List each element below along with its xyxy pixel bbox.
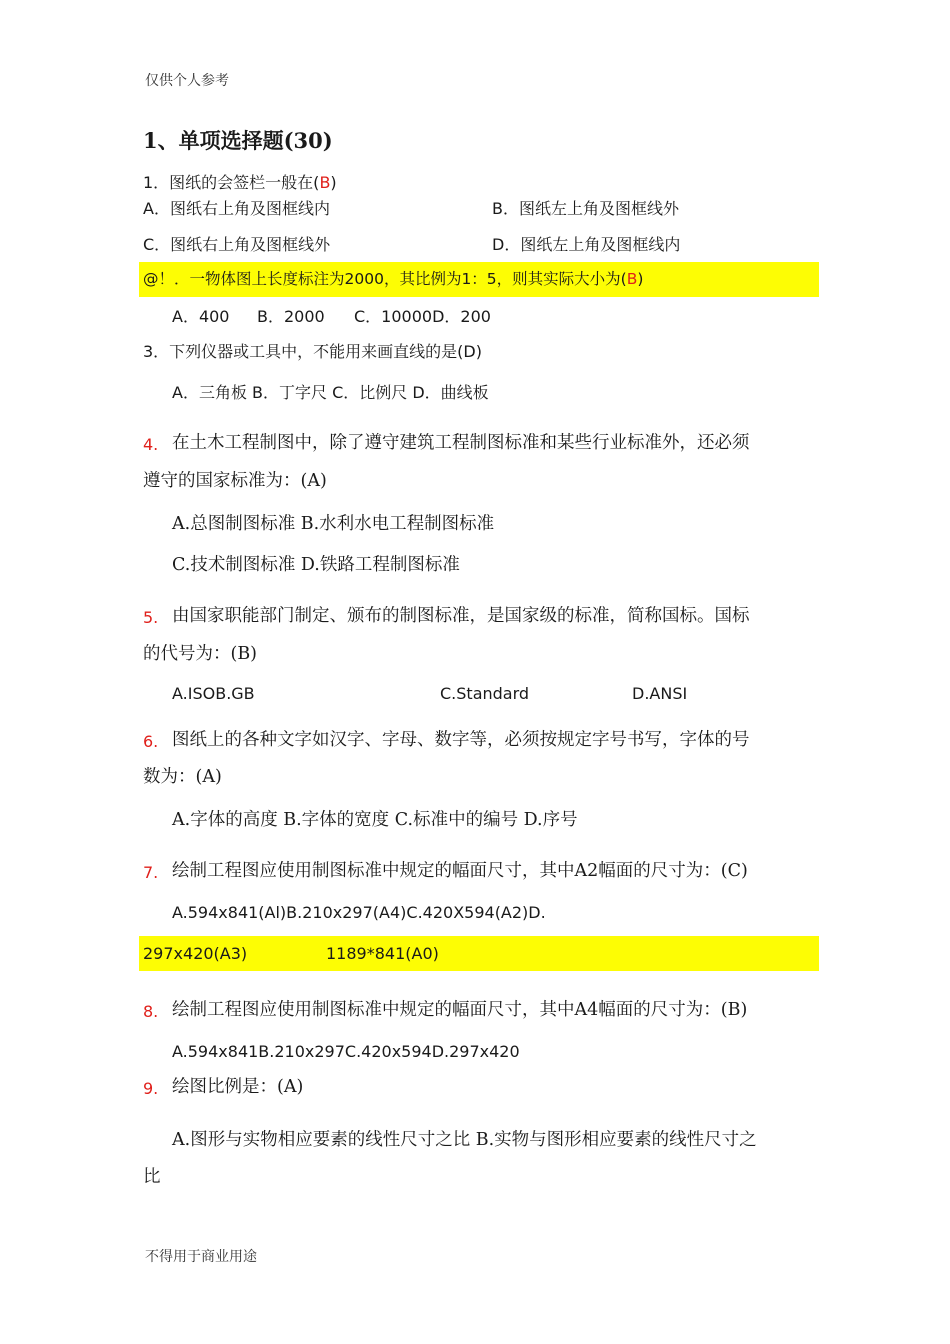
question-7-number: 7. (143, 863, 159, 882)
question-8-line-1: 绘制工程图应使用制图标准中规定的幅面尺寸，其中A4幅面的尺寸为：(B) (172, 1000, 748, 1020)
question-2-answer: B (626, 270, 638, 288)
page-header: 仅供个人参考 (145, 73, 229, 89)
question-7-options-abc: A.594x841(Al)B.210x297(A4)C.420X594(A2)D. (172, 903, 546, 922)
question-6-line-2: 数为：(A) (143, 767, 222, 787)
question-5-line-1: 由国家职能部门制定、颁布的制图标准，是国家级的标准，简称国标。国标 (172, 606, 750, 626)
question-2-stem: @！．一物体图上长度标注为2000，其比例为1：5，则其实际大小为(B) (143, 270, 644, 288)
question-5-number: 5. (143, 608, 159, 627)
question-5-option-c: C.Standard (440, 684, 530, 703)
question-9-line-1: 绘图比例是：(A) (172, 1077, 304, 1097)
question-1-option-d: D．图纸左上角及图框线内 (492, 235, 681, 254)
question-4-number: 4. (143, 435, 159, 454)
question-9-options-tail: 比 (143, 1167, 161, 1187)
question-4-options-ab: A.总图制图标准 B.水利水电工程制图标准 (172, 514, 495, 534)
question-2-option-b: B．2000 (257, 307, 325, 326)
question-3-stem: 3．下列仪器或工具中，不能用来画直线的是(D) (143, 342, 482, 361)
question-1-stem: 1．图纸的会签栏一般在(B) (143, 173, 337, 192)
question-6-number: 6. (143, 732, 159, 751)
question-8-number: 8. (143, 1002, 159, 1021)
question-1-answer: B (319, 173, 331, 192)
question-7-option-d: 297x420(A3) (143, 944, 248, 963)
page-footer: 不得用于商业用途 (145, 1249, 257, 1265)
question-5-option-d: D.ANSI (632, 684, 688, 703)
question-7-option-a0: 1189*841(A0) (326, 944, 439, 963)
question-4-line-1: 在土木工程制图中，除了遵守建筑工程制图标准和某些行业标准外，还必须 (172, 433, 750, 453)
question-1-option-b: B．图纸左上角及图框线外 (492, 199, 679, 218)
question-6-options: A.字体的高度 B.字体的宽度 C.标准中的编号 D.序号 (172, 810, 578, 830)
question-5-option-ab: A.ISOB.GB (172, 684, 255, 703)
question-9-options-ab: A.图形与实物相应要素的线性尺寸之比 B.实物与图形相应要素的线性尺寸之 (172, 1130, 757, 1150)
section-title: 1、单项选择题(30) (143, 128, 333, 153)
question-3-options: A．三角板 B．丁字尺 C．比例尺 D．曲线板 (172, 383, 489, 402)
question-4-line-2: 遵守的国家标准为：(A) (143, 471, 327, 491)
question-1-option-c: C．图纸右上角及图框线外 (143, 235, 331, 254)
question-4-options-cd: C.技术制图标准 D.铁路工程制图标准 (172, 555, 460, 575)
question-1-option-a: A．图纸右上角及图框线内 (143, 199, 330, 218)
question-6-line-1: 图纸上的各种文字如汉字、字母、数字等，必须按规定字号书写，字体的号 (172, 730, 750, 750)
question-2-option-cd: C．10000D．200 (354, 307, 491, 326)
question-5-line-2: 的代号为：(B) (143, 644, 258, 664)
question-7-line-1: 绘制工程图应使用制图标准中规定的幅面尺寸，其中A2幅面的尺寸为：(C) (172, 861, 748, 881)
question-2-option-a: A．400 (172, 307, 230, 326)
question-8-options: A.594x841B.210x297C.420x594D.297x420 (172, 1042, 520, 1061)
question-9-number: 9. (143, 1079, 159, 1098)
